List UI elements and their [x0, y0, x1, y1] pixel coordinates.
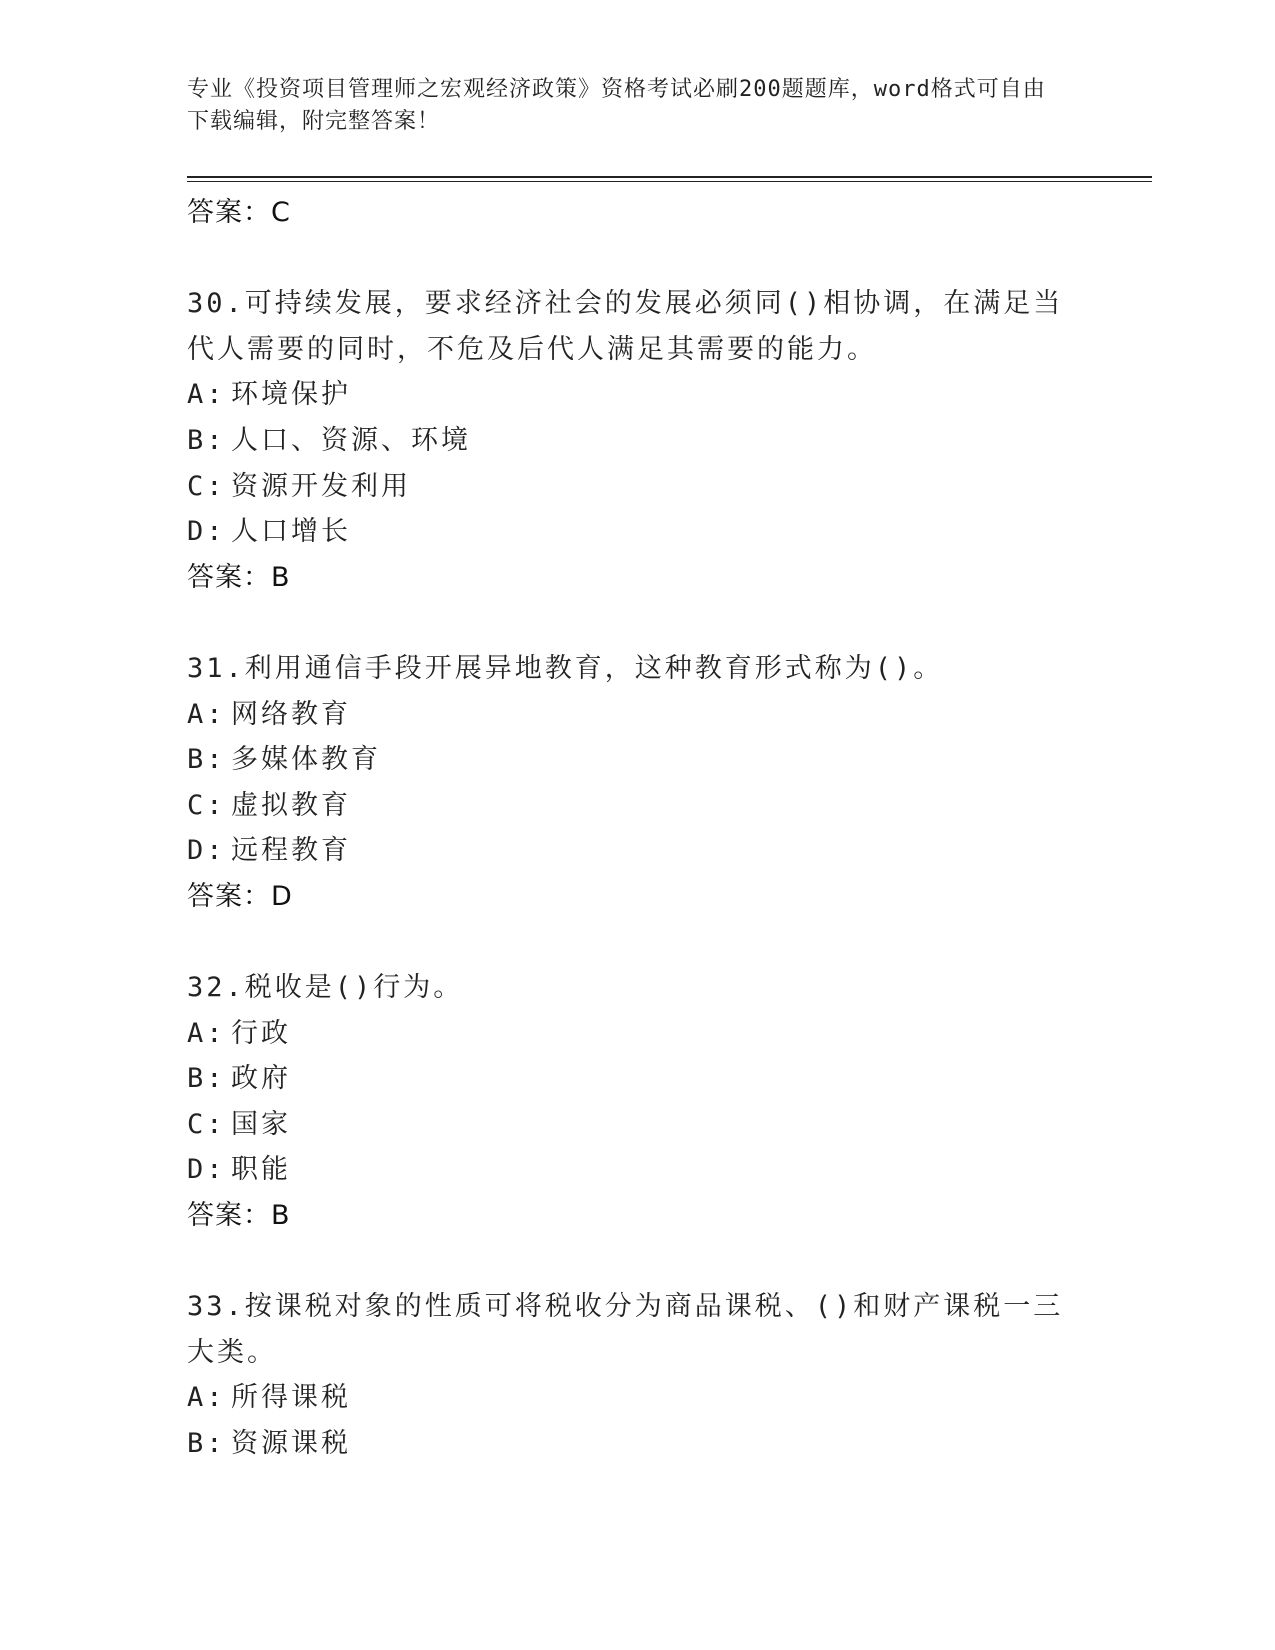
option-key: B:	[187, 1428, 226, 1460]
option-text: 虚拟教育	[231, 789, 351, 821]
option-text: 人口增长	[231, 516, 351, 548]
option-a	[187, 372, 1087, 418]
option-text: 多媒体教育	[231, 744, 381, 776]
header-divider	[187, 176, 1152, 178]
answer-line: 答案：B	[187, 1200, 291, 1232]
option-key: B:	[187, 424, 226, 456]
option-text: 行政	[231, 1017, 291, 1049]
question-stem: 32.税收是()行为。	[187, 972, 464, 1004]
option-key: C:	[187, 789, 226, 821]
option-text: 人口、资源、环境	[231, 424, 471, 456]
option-key: D:	[187, 1154, 226, 1186]
option-text: 所得课税	[231, 1382, 351, 1414]
option-b	[187, 1056, 1087, 1102]
question-31	[187, 646, 1087, 920]
option-d	[187, 509, 1087, 555]
option-a	[187, 1011, 1087, 1057]
option-text: 环境保护	[231, 379, 351, 411]
option-key: A:	[187, 1382, 226, 1414]
option-key: D:	[187, 835, 226, 867]
spacer	[187, 236, 1087, 282]
option-b	[187, 418, 1087, 464]
option-key: C:	[187, 470, 226, 502]
question-32	[187, 965, 1087, 1239]
option-key: A:	[187, 379, 226, 411]
option-text: 职能	[231, 1154, 291, 1186]
option-key: A:	[187, 698, 226, 730]
option-key: B:	[187, 744, 226, 776]
option-text: 资源课税	[231, 1428, 351, 1460]
option-text: 政府	[231, 1063, 291, 1095]
option-key: A:	[187, 1017, 226, 1049]
option-text: 资源开发利用	[231, 470, 411, 502]
spacer	[187, 1239, 1087, 1285]
header-divider-thin	[187, 181, 1152, 182]
answer-line: 答案：C	[187, 197, 291, 228]
spacer	[187, 600, 1087, 646]
spacer	[187, 920, 1087, 966]
option-d	[187, 828, 1087, 874]
option-b	[187, 1421, 1087, 1467]
option-a	[187, 692, 1087, 738]
option-b	[187, 737, 1087, 783]
option-c	[187, 1102, 1087, 1148]
answer-line: 答案：B	[187, 561, 291, 593]
option-key: C:	[187, 1108, 226, 1140]
option-text: 远程教育	[231, 835, 351, 867]
option-c	[187, 783, 1087, 829]
question-stem: 30.可持续发展，要求经济社会的发展必须同()相协调，在满足当代人需要的同时，不危及后代人满足其需要的能力。	[187, 288, 1064, 365]
page-header: 专业《投资项目管理师之宏观经济政策》资格考试必刷200题题库，word格式可自由下载编辑，附完整答案！	[187, 77, 1046, 134]
question-stem: 31.利用通信手段开展异地教育，这种教育形式称为()。	[187, 652, 944, 684]
option-text: 国家	[231, 1108, 291, 1140]
option-a	[187, 1375, 1087, 1421]
question-list	[187, 190, 1087, 1467]
question-stem: 33.按课税对象的性质可将税收分为商品课税、()和财产课税一三大类。	[187, 1291, 1064, 1368]
option-key: B:	[187, 1063, 226, 1095]
option-c	[187, 464, 1087, 510]
option-text: 网络教育	[231, 698, 351, 730]
answer-line: 答案：D	[187, 880, 293, 912]
question-33	[187, 1284, 1087, 1466]
option-key: D:	[187, 516, 226, 548]
question-30	[187, 281, 1087, 600]
option-d	[187, 1147, 1087, 1193]
